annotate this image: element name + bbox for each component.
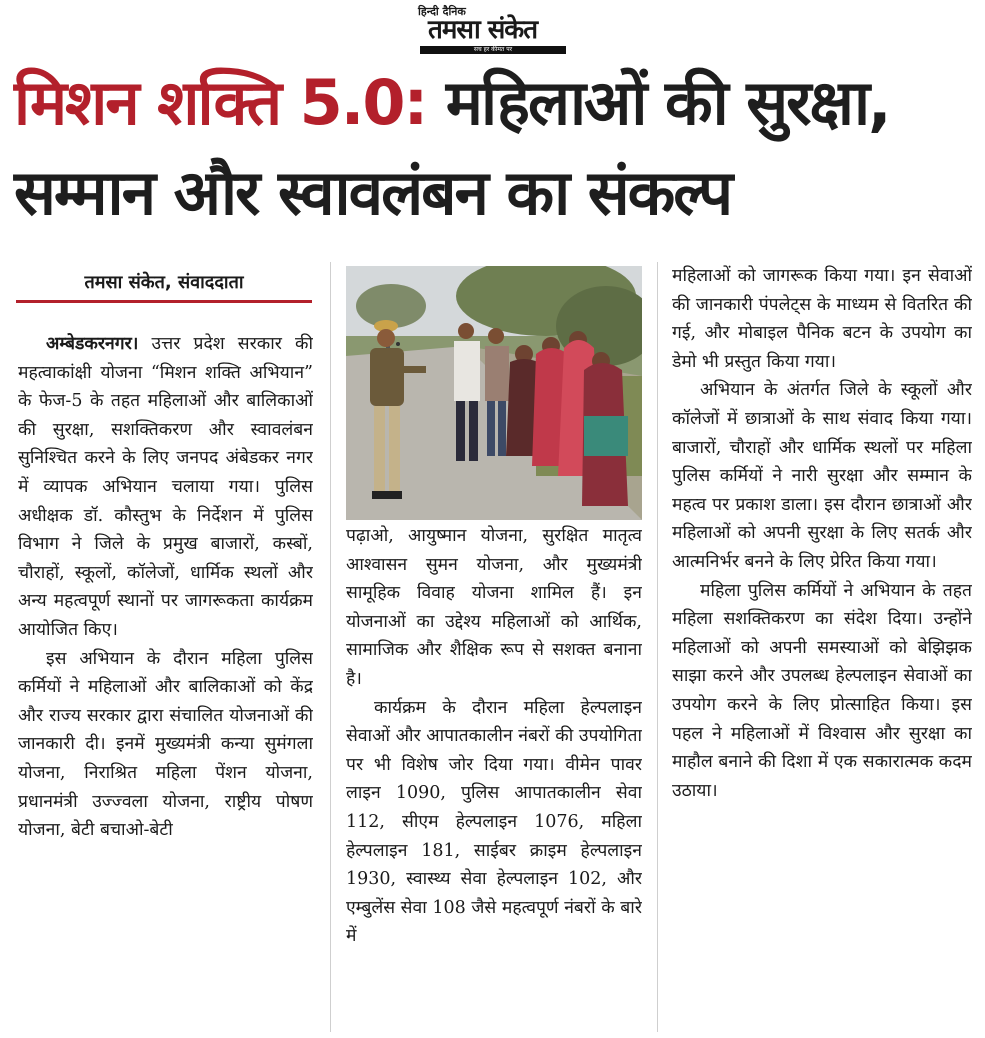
article-column-1	[18, 330, 313, 1035]
headline-part2: महिलाओं की सुरक्षा, सम्मान और स्वावलंबन का संकल्प	[14, 66, 890, 229]
byline: तमसा संकेत, संवाददाता	[16, 268, 312, 303]
police-awareness-photo-illustration	[346, 266, 642, 520]
masthead-tagline: सच हर कीमत पर	[420, 46, 566, 54]
headline	[14, 58, 974, 238]
paragraph: महिला पुलिस कर्मियों ने अभियान के तहत महिला सशक्तिकरण का संदेश दिया। उन्होंने महिलाओं को अपनी समस्याओं को बेझिझक साझा करने और उपलब्ध हेल्पलाइन सेवाओं का उपयोग करने के लिए प्रोत्साहित किया। इस पहल ने महिलाओं में विश्वास और सुरक्षा का माहौल बनाने की दिशा में एक सकारात्मक कदम उठाया।	[672, 580, 972, 801]
dateline-city: अम्बेडकरनगर।	[46, 334, 139, 354]
masthead-small-label: हिन्दी दैनिक	[418, 5, 466, 18]
article-column-2	[346, 522, 642, 1034]
column-rule	[330, 262, 331, 1032]
paragraph: महिलाओं को जागरूक किया गया। इन सेवाओं की जानकारी पंपलेट्स के माध्यम से वितरित की गई, और मोबाइल पैनिक बटन के उपयोग का डेमो भी प्रस्तुत किया गया।	[672, 266, 972, 372]
headline-part1: मिशन शक्ति 5.0:	[14, 66, 427, 139]
paragraph: कार्यक्रम के दौरान महिला हेल्पलाइन सेवाओं और आपातकालीन नंबरों की उपयोगिता पर भी विशेष जोर दिया गया। वीमेन पावर लाइन 1090, पुलिस आपातकालीन सेवा 112, सीएम हेल्पलाइन 1076, महिला हेल्पलाइन 181, साईबर क्राइम हेल्पलाइन 1930, स्वास्थ्य सेवा हेल्पलाइन 102, और एम्बुलेंस सेवा 108 जैसे महत्वपूर्ण नंबरों के बारे में	[346, 697, 642, 947]
paragraph: अभियान के अंतर्गत जिले के स्कूलों और कॉलेजों में छात्राओं के साथ संवाद किया गया। बाजारों, चौराहों और धार्मिक स्थलों पर महिला पुलिस कर्मियों ने नारी सुरक्षा और सम्मान के महत्व पर प्रकाश डाला। इस दौरान छात्राओं और महिलाओं को अपनी सुरक्षा के लिए सतर्क और आत्मनिर्भर बनने के लिए प्रेरित किया गया।	[672, 380, 972, 572]
masthead-name: तमसा संकेत	[428, 15, 538, 45]
article-column-3	[672, 262, 972, 1034]
column-rule	[657, 262, 658, 1032]
masthead	[0, 4, 985, 54]
paragraph	[18, 330, 313, 645]
news-photo	[346, 266, 642, 520]
paragraph: इस अभियान के दौरान महिला पुलिस कर्मियों ने महिलाओं और बालिकाओं को केंद्र और राज्य सरकार द्वारा संचालित योजनाओं की जानकारी दी। इनमें मुख्यमंत्री कन्या सुमंगला योजना, निराश्रित महिला पेंशन योजना, प्रधानमंत्री उज्ज्वला योजना, राष्ट्रीय पोषण योजना, बेटी बचाओ-बेटी	[18, 648, 313, 841]
paragraph: पढ़ाओ, आयुष्मान योजना, सुरक्षित मातृत्व आश्वासन सुमन योजना, और मुख्यमंत्री सामूहिक विवाह योजना शामिल हैं। इन योजनाओं का उद्देश्य महिलाओं को आर्थिक, सामाजिक और शैक्षिक रूप से सशक्त बनाना है।	[346, 526, 642, 689]
paragraph-text: उत्तर प्रदेश सरकार की महत्वाकांक्षी योजना “मिशन शक्ति अभियान” के फेज-5 के तहत महिलाओं और बालिकाओं की सुरक्षा, सशक्तिकरण और स्वावलंबन सुनिश्चित करने के लिए जनपद अंबेडकर नगर में व्यापक अभियान चलाया गया। पुलिस अधीक्षक डॉ. कौस्तुभ के निर्देशन में पुलिस विभाग ने जिले के प्रमुख बाजारों, कस्बों, चौराहों, स्कूलों, कॉलेजों, धार्मिक स्थलों और अन्य महत्वपूर्ण स्थानों पर जागरूकता कार्यक्रम आयोजित किए।	[18, 334, 313, 640]
